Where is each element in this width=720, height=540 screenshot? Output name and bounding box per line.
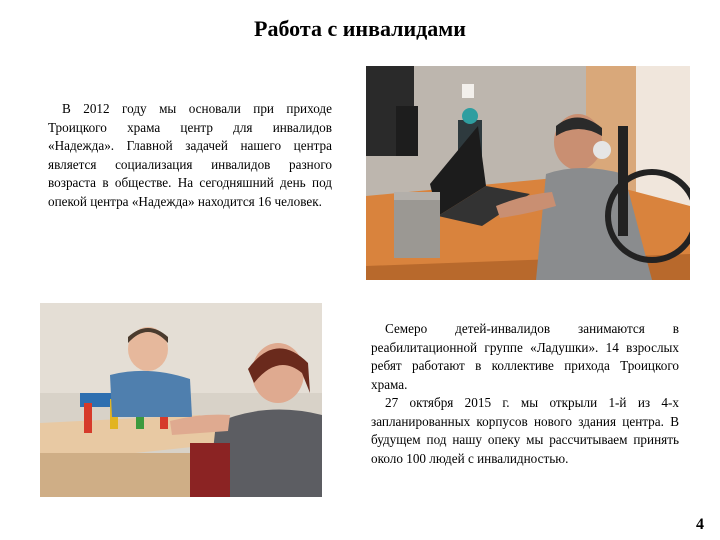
intro-paragraph xyxy=(48,100,332,211)
intro-text: В 2012 году мы основали при приходе Троицкого храма центр для инвалидов «Надежда». Главной задачей нашего центра является социализация инвалидов разного возраста в обществе. На сегодняшний день под опекой центра «Надежда» находится 16 человек. xyxy=(48,101,332,209)
page-title: Работа с инвалидами xyxy=(254,16,466,41)
photo-child-with-teacher-graphic xyxy=(40,303,322,497)
page-number: 4 xyxy=(696,516,704,533)
details-text-1: Семеро детей-инвалидов занимаются в реабилитационной группе «Ладушки». 14 взрослых ребят работают в коллективе прихода Троицкого храма. xyxy=(371,321,679,392)
details-paragraph xyxy=(371,320,679,468)
photo-man-at-computer xyxy=(366,66,690,280)
photo-child-with-teacher xyxy=(40,303,322,497)
photo-man-at-computer-graphic xyxy=(366,66,690,280)
details-text-2: 27 октября 2015 г. мы открыли 1-й из 4-х запланированных корпусов нового здания центра. В будущем под нашу опеку мы рассчитываем принять около 100 людей с инвалидностью. xyxy=(371,395,679,466)
